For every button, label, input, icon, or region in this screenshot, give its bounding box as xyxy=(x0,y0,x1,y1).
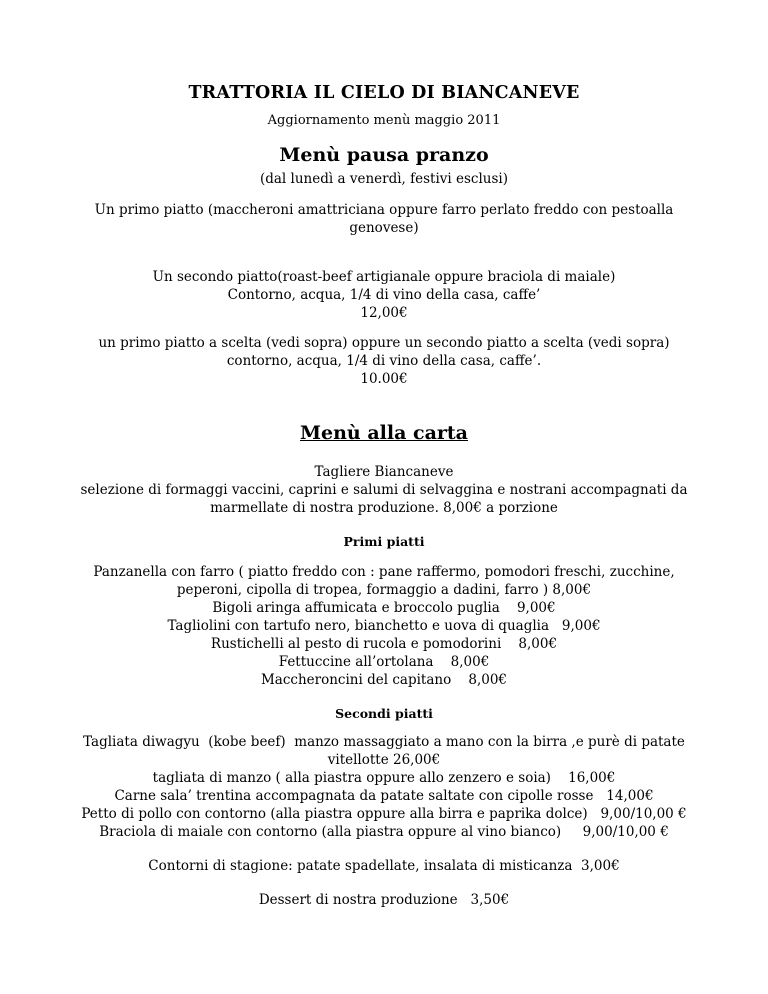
primi-item: Tagliolini con tartufo nero, bianchetto e uova di quaglia 9,00€ xyxy=(167,618,601,634)
lunch-option-2-line-1: Un secondo piatto(roast-beef artigianale oppure braciola di maiale) xyxy=(152,269,616,285)
secondi-item: tagliata di manzo ( alla piastra oppure allo zenzero e soia) 16,00€ xyxy=(152,770,616,786)
lunch-option-1-line-1: Un primo piatto (maccheroni amattriciana oppure farro perlato freddo con pestoalla xyxy=(94,202,674,218)
lunch-option-2-price: 12,00€ xyxy=(360,305,408,321)
primi-item: Bigoli aringa affumicata e broccolo puglia 9,00€ xyxy=(212,600,556,616)
lunch-menu-title: Menù pausa pranzo xyxy=(279,144,489,166)
lunch-option-3-line-1: un primo piatto a scelta (vedi sopra) oppure un secondo piatto a scelta (vedi sopra) xyxy=(98,335,670,351)
primi-item: Maccheroncini del capitano 8,00€ xyxy=(260,672,508,688)
secondi-item: vitellotte 26,00€ xyxy=(327,752,441,768)
tagliere-description-line-1: selezione di formaggi vaccini, caprini e salumi di selvaggina e nostrani accompagnati da xyxy=(80,482,688,498)
update-note: Aggiornamento menù maggio 2011 xyxy=(267,113,501,128)
restaurant-title: TRATTORIA IL CIELO DI BIANCANEVE xyxy=(188,83,580,103)
lunch-option-1-line-2: genovese) xyxy=(349,220,419,236)
primi-item: Panzanella con farro ( piatto freddo con : pane raffermo, pomodori freschi, zucchine, xyxy=(93,564,675,580)
secondi-item: Carne sala’ trentina accompagnata da patate saltate con cipolle rosse 14,00€ xyxy=(114,788,654,804)
primi-item: Rustichelli al pesto di rucola e pomodorini 8,00€ xyxy=(210,636,558,652)
primi-item: Fettuccine all’ortolana 8,00€ xyxy=(278,654,490,670)
lunch-menu-subtitle: (dal lunedì a venerdì, festivi esclusi) xyxy=(259,171,509,187)
secondi-section-title: Secondi piatti xyxy=(335,706,433,721)
dessert-line: Dessert di nostra produzione 3,50€ xyxy=(258,892,510,908)
tagliere-description-line-2: marmellate di nostra produzione. 8,00€ a porzione xyxy=(210,500,558,516)
contorni-line: Contorni di stagione: patate spadellate, insalata di misticanza 3,00€ xyxy=(148,858,620,874)
lunch-option-3-line-2: contorno, acqua, 1/4 di vino della casa, caffe’. xyxy=(226,353,542,369)
secondi-item: Tagliata diwagyu (kobe beef) manzo massaggiato a mano con la birra ,e purè di patate xyxy=(83,734,685,750)
secondi-item: Braciola di maiale con contorno (alla piastra oppure al vino bianco) 9,00/10,00 € xyxy=(99,824,669,840)
secondi-item: Petto di pollo con contorno (alla piastra oppure alla birra e paprika dolce) 9,00/10,00 € xyxy=(81,806,687,822)
lunch-option-2-line-2: Contorno, acqua, 1/4 di vino della casa, caffe’ xyxy=(227,287,541,303)
primi-section-title: Primi piatti xyxy=(343,534,425,549)
primi-item: peperoni, cipolla di tropea, formaggio a dadini, farro ) 8,00€ xyxy=(176,582,592,598)
lunch-option-3-price: 10.00€ xyxy=(360,371,408,387)
tagliere-title: Tagliere Biancaneve xyxy=(314,464,454,480)
carta-menu-title: Menù alla carta xyxy=(299,422,468,444)
